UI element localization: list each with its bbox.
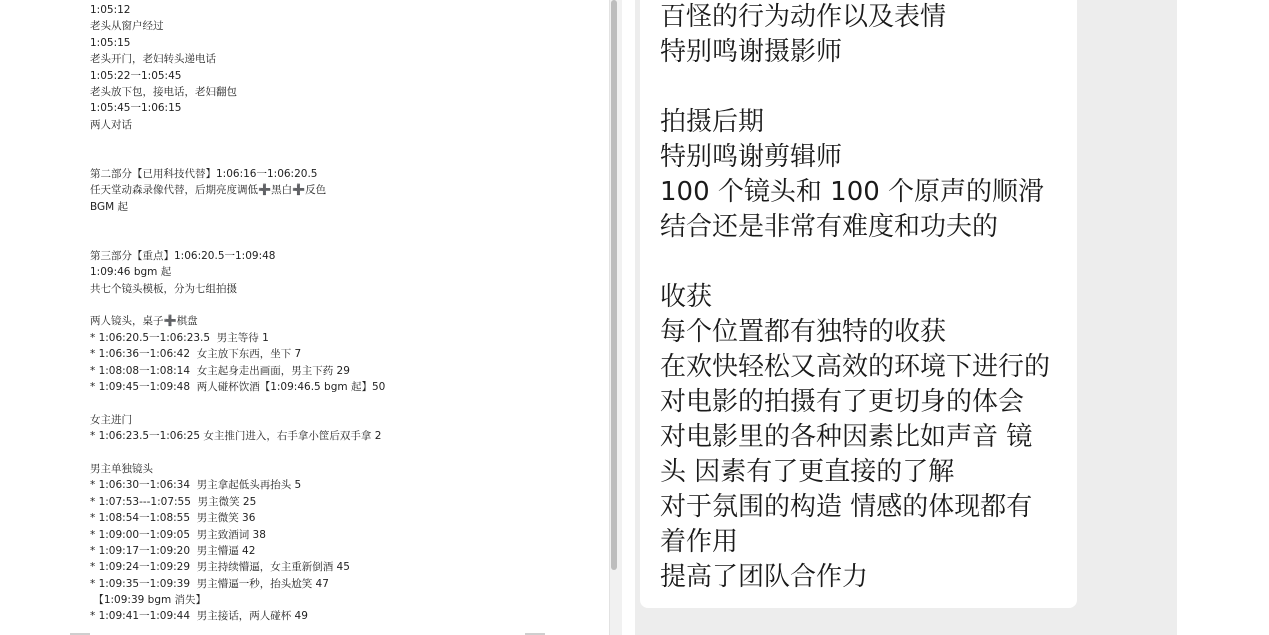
chat-pane <box>622 0 1269 635</box>
chat-message-line: 对电影里的各种因素比如声音 镜 <box>660 422 1033 452</box>
document-line: BGM 起 <box>90 200 129 213</box>
document-line: 【1:09:39 bgm 消失】 <box>90 594 207 607</box>
document-line: 任天堂动森录像代替，后期亮度调低➕黑白➕反色 <box>90 184 327 197</box>
document-pane[interactable] <box>0 0 608 635</box>
document-line <box>90 215 590 231</box>
document-line: * 1:09:35一1:09:39 男主懵逼一秒，抬头尬笑 47 <box>90 577 329 590</box>
chat-message-line: 特别鸣谢摄影师 <box>660 37 843 67</box>
document-line: 男主单独镜头 <box>90 462 153 475</box>
document-line: 共七个镜头模板，分为七组拍摄 <box>90 282 237 295</box>
chat-message-line: 特别鸣谢剪辑师 <box>660 142 843 172</box>
document-line: * 1:09:41一1:09:44 男主接话，两人碰杯 49 <box>90 610 308 623</box>
chat-message-line: 对于氛围的构造 情感的体现都有 <box>660 492 1033 522</box>
chat-message-line: 对电影的拍摄有了更切身的体会 <box>660 387 1025 417</box>
document-line: * 1:07:53---1:07:55 男主微笑 25 <box>90 495 257 508</box>
document-line: 1:05:12 <box>90 4 131 16</box>
chat-message-line: 每个位置都有独特的收获 <box>660 317 947 347</box>
document-line <box>90 395 590 411</box>
chat-message-line: 百怪的行为动作以及表情 <box>660 2 947 32</box>
chat-message-line <box>660 245 1080 280</box>
document-line: 1:05:15 <box>90 36 131 49</box>
document-line: * 1:06:30一1:06:34 男主拿起低头再抬头 5 <box>90 479 302 492</box>
document-line: * 1:08:54一1:08:55 男主微笑 36 <box>90 512 256 525</box>
document-line <box>90 150 590 166</box>
chat-message-line: 着作用 <box>660 527 739 557</box>
document-line: * 1:09:17一1:09:20 男主懵逼 42 <box>90 544 256 557</box>
document-line: * 1:09:00一1:09:05 男主致酒词 38 <box>90 528 266 541</box>
chat-message-text <box>660 0 1080 595</box>
document-line: 老头放下包，接电话，老妇翻包 <box>90 85 237 98</box>
document-line: * 1:06:36一1:06:42 女主放下东西，坐下 7 <box>90 348 302 361</box>
chat-message-line <box>660 70 1080 105</box>
chat-message-line: 拍摄后期 <box>660 107 765 137</box>
document-line: 两人镜头，桌子➕棋盘 <box>90 315 198 328</box>
document-line: * 1:09:45一1:09:48 两人碰杯饮酒【1:09:46.5 bgm 起】50 <box>90 380 386 393</box>
chat-message-line: 100 个镜头和 100 个原声的顺滑 <box>660 177 1045 207</box>
chat-message-line: 收获 <box>660 282 713 312</box>
document-line: * 1:06:23.5一1:06:25 女主推门进入，右手拿小筐后双手拿 2 <box>90 430 382 443</box>
document-line: * 1:08:08一1:08:14 女主起身走出画面，男主下药 29 <box>90 364 350 377</box>
document-scrollbar-thumb[interactable] <box>611 0 617 570</box>
chat-message-line: 头 因素有了更直接的了解 <box>660 457 955 487</box>
document-line: * 1:09:24一1:09:29 男主持续懵逼，女主重新倒酒 45 <box>90 561 350 574</box>
document-line: 1:05:22一1:05:45 <box>90 69 182 82</box>
document-line <box>90 133 590 149</box>
document-line <box>90 231 590 247</box>
document-line <box>90 445 590 461</box>
chat-message-line: 结合还是非常有难度和功夫的 <box>660 212 999 242</box>
document-text[interactable] <box>90 2 590 625</box>
document-line <box>90 297 590 313</box>
document-line: 第三部分【重点】1:06:20.5一1:09:48 <box>90 249 276 262</box>
document-line: * 1:06:20.5一1:06:23.5 男主等待 1 <box>90 331 269 344</box>
document-line: 女主进门 <box>90 413 132 426</box>
document-line: 老头从窗户经过 <box>90 20 164 33</box>
document-line: 1:09:46 bgm 起 <box>90 266 172 279</box>
document-line: 两人对话 <box>90 118 132 131</box>
chat-message-line: 提高了团队合作力 <box>660 562 869 592</box>
document-line: 老头开门，老妇转头递电话 <box>90 53 216 66</box>
document-line: 第二部分【已用科技代替】1:06:16一1:06:20.5 <box>90 167 318 180</box>
document-line: 1:05:45一1:06:15 <box>90 102 182 115</box>
chat-message-line: 在欢快轻松又高效的环境下进行的 <box>660 352 1051 382</box>
